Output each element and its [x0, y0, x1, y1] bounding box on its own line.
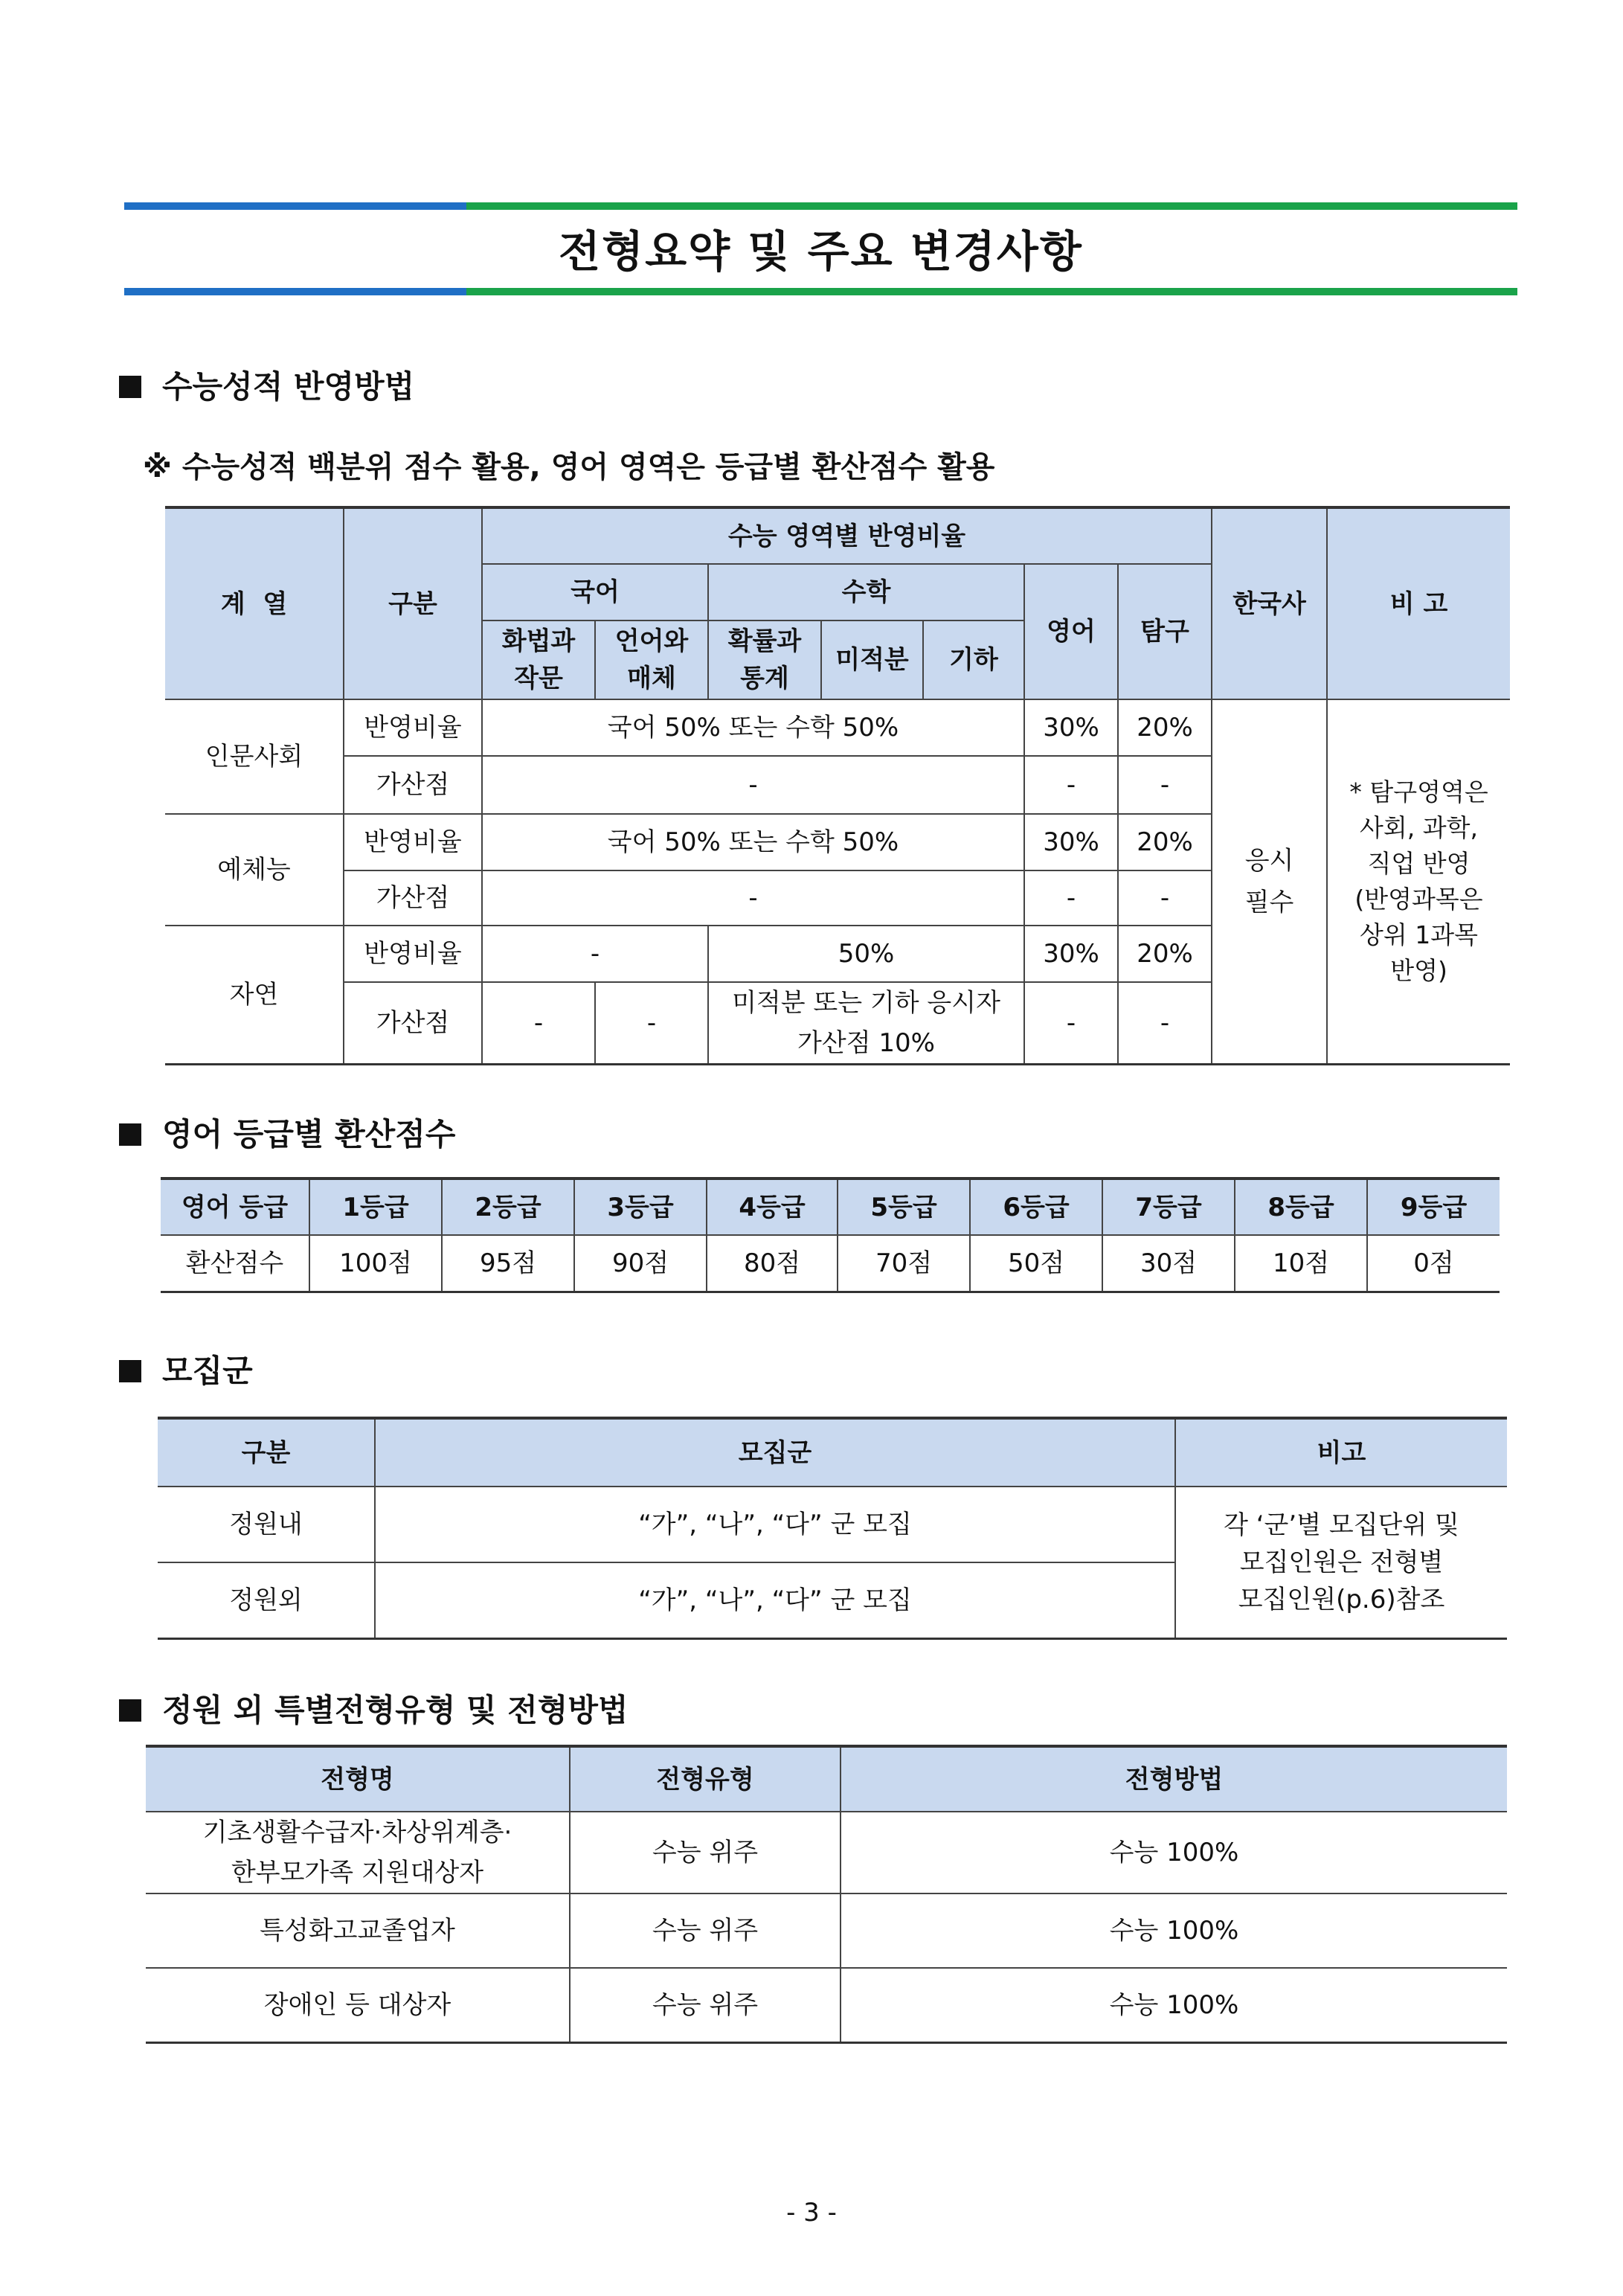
header-ratio: 수능 영역별 반영비율	[482, 507, 1212, 564]
cell-admission-name: 장애인 등 대상자	[146, 1968, 570, 2042]
cell-dash: -	[1024, 870, 1118, 926]
cell-out-quota-group: “가”, “나”, “다” 군 모집	[375, 1562, 1175, 1638]
score-label: 환산점수	[161, 1235, 309, 1292]
cell-dash: -	[482, 870, 1024, 926]
header-remark: 비고	[1175, 1418, 1507, 1487]
header-math: 수학	[708, 564, 1024, 621]
cell-explore: 20%	[1118, 814, 1212, 870]
row-label-bonus: 가산점	[344, 870, 482, 926]
section-heading-group: 모집군	[119, 1350, 253, 1392]
cell-english: 30%	[1024, 699, 1118, 756]
section-heading-english: 영어 등급별 환산점수	[119, 1114, 455, 1155]
grade-7: 7등급	[1102, 1179, 1235, 1235]
header-gyeyeol: 계 열	[165, 507, 344, 699]
cell-group-remark: 각 ‘군’별 모집단위 및 모집인원은 전형별 모집인원(p.6)참조	[1175, 1487, 1507, 1638]
header-admission-type: 전형유형	[570, 1746, 841, 1812]
square-bullet-icon	[119, 1699, 141, 1722]
cell-dash: -	[1024, 982, 1118, 1065]
row-label-out-quota: 정원외	[158, 1562, 375, 1638]
header-korean-speech: 화법과 작문	[482, 621, 595, 699]
header-korean-language: 언어와 매체	[595, 621, 708, 699]
header-gubun: 구분	[158, 1418, 375, 1487]
cell-english: 30%	[1024, 814, 1118, 870]
square-bullet-icon	[119, 376, 141, 398]
score-5: 70점	[838, 1235, 970, 1292]
header-gubun: 구분	[344, 507, 482, 699]
grade-label: 영어 등급	[161, 1179, 309, 1235]
recruit-group-table	[158, 1417, 1507, 1640]
cell-dash: -	[1024, 756, 1118, 814]
row-label-ratio: 반영비율	[344, 814, 482, 870]
score-6: 50점	[970, 1235, 1102, 1292]
grade-8: 8등급	[1235, 1179, 1367, 1235]
cell-admission-method: 수능 100%	[841, 1968, 1507, 2042]
page-title: 전형요약 및 주요 변경사항	[559, 226, 1083, 277]
grade-2: 2등급	[442, 1179, 574, 1235]
row-label-bonus: 가산점	[344, 982, 482, 1065]
cell-dash: -	[482, 926, 708, 982]
title-top-rule	[124, 202, 1517, 210]
cell-science-bonus: 미적분 또는 기하 응시자 가산점 10%	[708, 982, 1024, 1065]
grade-1: 1등급	[309, 1179, 442, 1235]
section-heading-special: 정원 외 특별전형유형 및 전형방법	[119, 1690, 629, 1731]
row-arts: 예체능	[165, 814, 344, 926]
header-admission-method: 전형방법	[841, 1746, 1507, 1812]
special-admission-table	[146, 1745, 1507, 2044]
score-1: 100점	[309, 1235, 442, 1292]
header-history: 한국사	[1212, 507, 1327, 699]
cell-ratio-text: 국어 50% 또는 수학 50%	[482, 699, 1024, 756]
header-note: 비 고	[1327, 507, 1510, 699]
row-label-ratio: 반영비율	[344, 926, 482, 982]
score-9: 0점	[1367, 1235, 1500, 1292]
cell-admission-method: 수능 100%	[841, 1893, 1507, 1968]
section-heading-csat: 수능성적 반영방법	[119, 366, 414, 408]
score-8: 10점	[1235, 1235, 1367, 1292]
score-2: 95점	[442, 1235, 574, 1292]
header-math-probability: 확률과 통계	[708, 621, 821, 699]
cell-admission-method: 수능 100%	[841, 1812, 1507, 1893]
square-bullet-icon	[119, 1123, 141, 1146]
header-explore: 탐구	[1118, 564, 1212, 699]
score-row	[161, 1235, 1500, 1292]
english-grade-table	[161, 1177, 1500, 1293]
page-number: - 3 -	[786, 2198, 837, 2228]
header-group: 모집군	[375, 1418, 1175, 1487]
title-bottom-rule	[124, 288, 1517, 295]
row-label-ratio: 반영비율	[344, 699, 482, 756]
grade-4: 4등급	[707, 1179, 838, 1235]
cell-admission-type: 수능 위주	[570, 1968, 841, 2042]
cell-english: 30%	[1024, 926, 1118, 982]
table-row	[146, 1812, 1507, 1893]
square-bullet-icon	[119, 1360, 141, 1382]
grade-3: 3등급	[574, 1179, 707, 1235]
grade-6: 6등급	[970, 1179, 1102, 1235]
cell-admission-name: 특성화고교졸업자	[146, 1893, 570, 1968]
grade-row	[161, 1179, 1500, 1235]
cell-remark: * 탐구영역은 사회, 과학, 직업 반영 (반영과목은 상위 1과목 반영)	[1327, 699, 1510, 1065]
header-math-geometry: 기하	[923, 621, 1024, 699]
cell-explore: 20%	[1118, 699, 1212, 756]
table-row	[146, 1968, 1507, 2042]
cell-admission-name: 기초생활수급자·차상위계층· 한부모가족 지원대상자	[146, 1812, 570, 1893]
cell-dash: -	[482, 756, 1024, 814]
cell-dash: -	[482, 982, 595, 1065]
row-humanities: 인문사회	[165, 699, 344, 814]
cell-history-required: 응시 필수	[1212, 699, 1327, 1065]
table-row	[146, 1893, 1507, 1968]
cell-admission-type: 수능 위주	[570, 1812, 841, 1893]
cell-math-ratio: 50%	[708, 926, 1024, 982]
cell-dash: -	[1118, 982, 1212, 1065]
cell-explore: 20%	[1118, 926, 1212, 982]
section-note: ※ 수능성적 백분위 점수 활용, 영어 영역은 등급별 환산점수 활용	[143, 450, 995, 484]
header-korean: 국어	[482, 564, 708, 621]
grade-9: 9등급	[1367, 1179, 1500, 1235]
cell-dash: -	[1118, 756, 1212, 814]
header-english: 영어	[1024, 564, 1118, 699]
grade-5: 5등급	[838, 1179, 970, 1235]
cell-in-quota-group: “가”, “나”, “다” 군 모집	[375, 1487, 1175, 1562]
cell-dash: -	[1118, 870, 1212, 926]
csat-ratio-table	[165, 506, 1510, 1065]
score-4: 80점	[707, 1235, 838, 1292]
cell-ratio-text: 국어 50% 또는 수학 50%	[482, 814, 1024, 870]
row-science: 자연	[165, 926, 344, 1065]
score-3: 90점	[574, 1235, 707, 1292]
row-label-in-quota: 정원내	[158, 1487, 375, 1562]
cell-admission-type: 수능 위주	[570, 1893, 841, 1968]
header-admission-name: 전형명	[146, 1746, 570, 1812]
score-7: 30점	[1102, 1235, 1235, 1292]
cell-dash: -	[595, 982, 708, 1065]
header-math-calculus: 미적분	[821, 621, 923, 699]
row-label-bonus: 가산점	[344, 756, 482, 814]
